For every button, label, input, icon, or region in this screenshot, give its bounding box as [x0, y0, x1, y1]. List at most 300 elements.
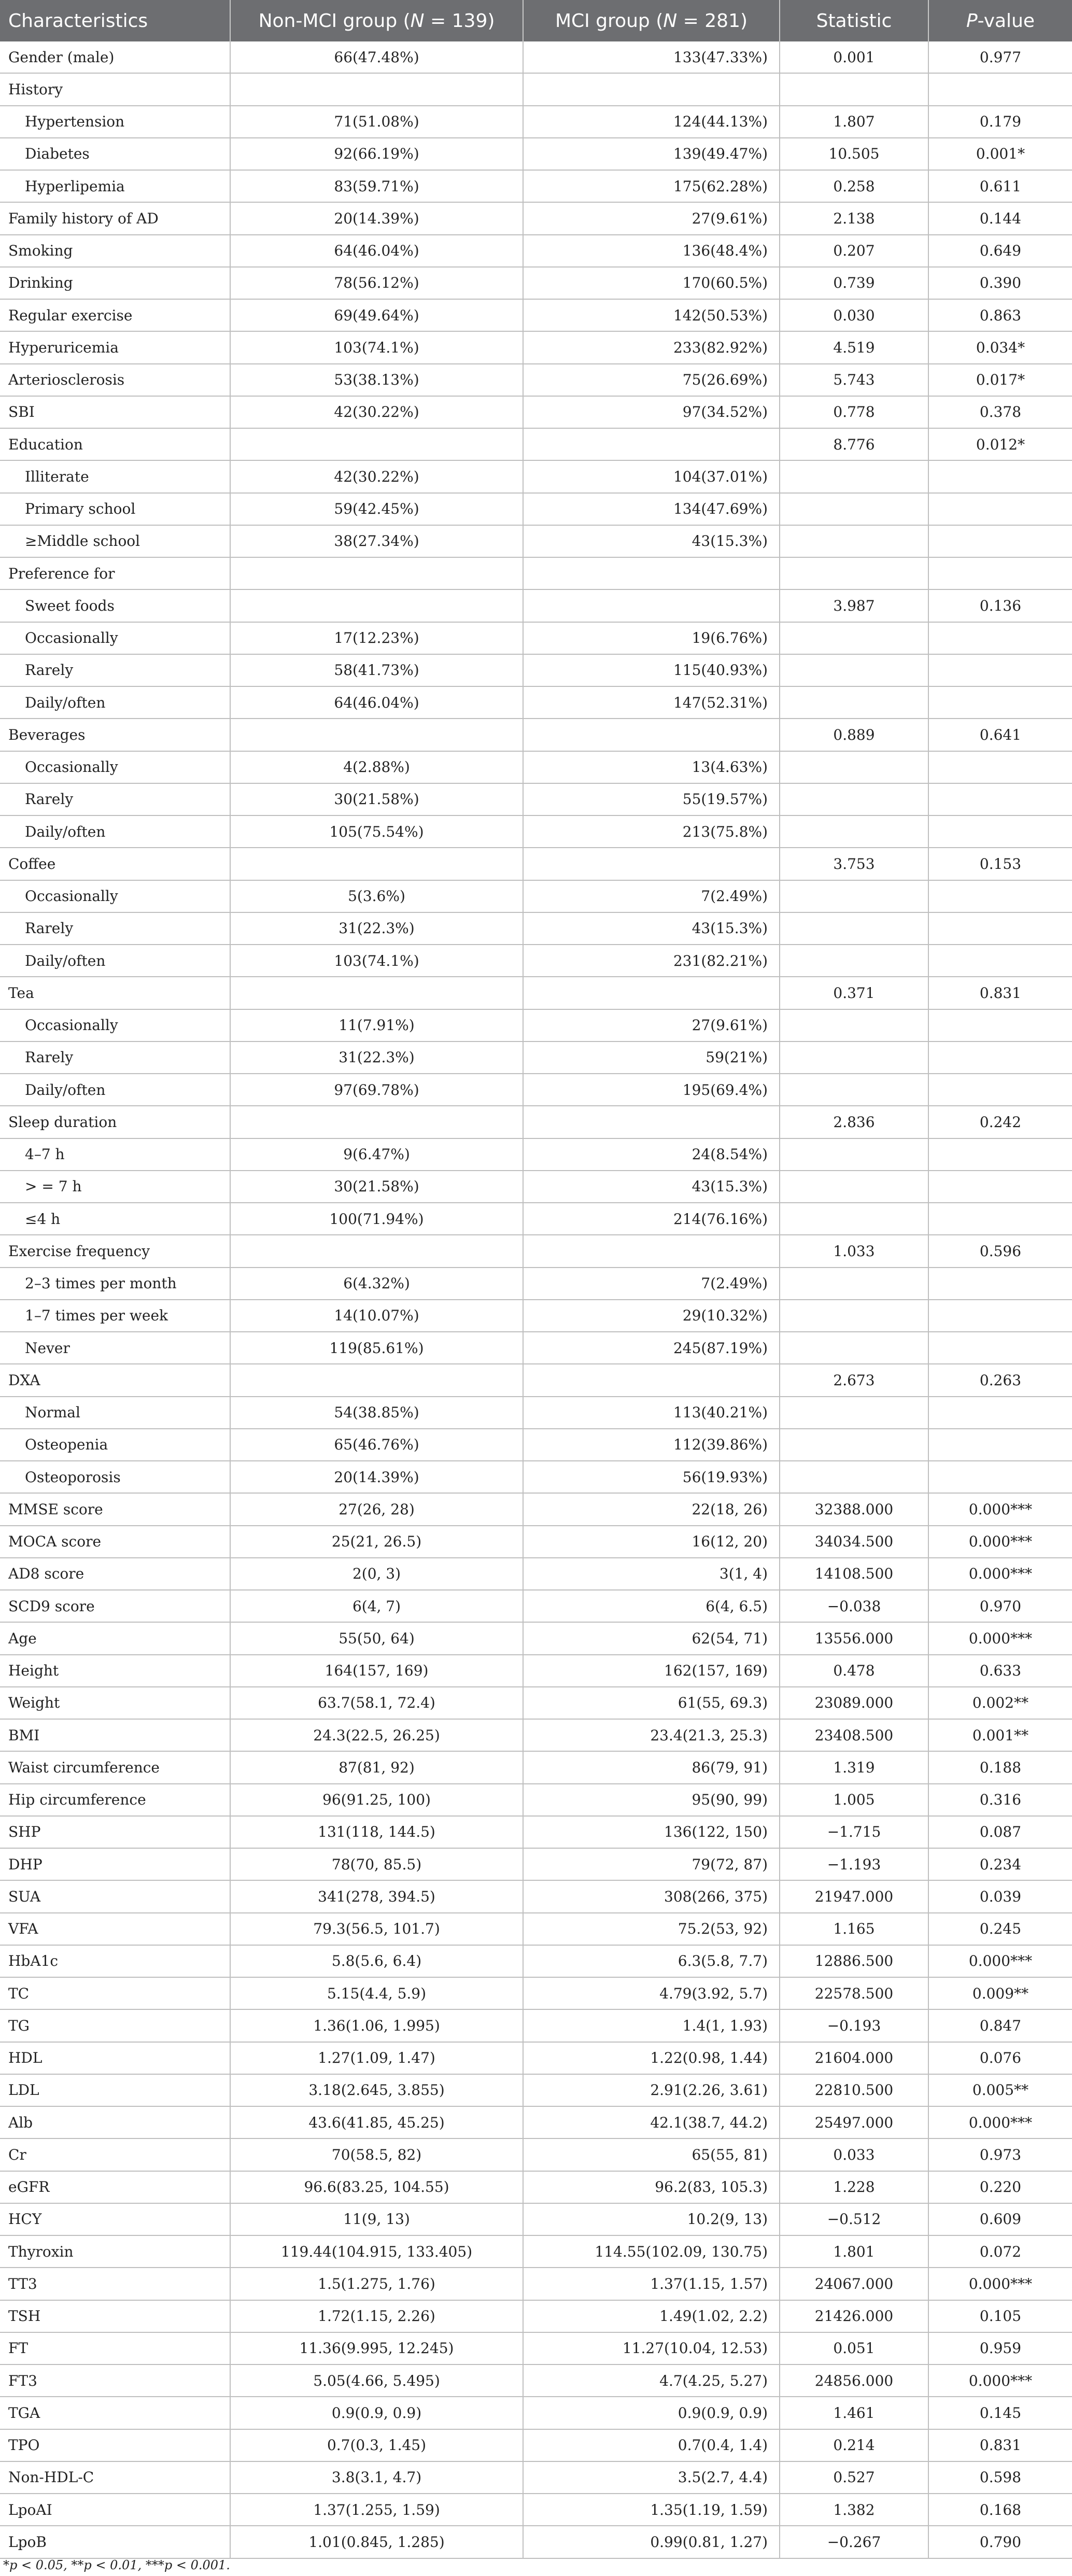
table-row — [0, 977, 1072, 1009]
non-mci-value: 30(21.58%) — [230, 1171, 523, 1203]
table-row — [0, 1203, 1072, 1235]
statistic-value: 8.776 — [780, 428, 928, 460]
row-label: Tea — [0, 977, 230, 1009]
mci-value: 6(4, 6.5) — [523, 1590, 780, 1622]
statistic-value: −1.193 — [780, 1848, 928, 1880]
p-value: 0.263 — [928, 1364, 1072, 1396]
p-value: 0.378 — [928, 396, 1072, 428]
row-label: Diabetes — [0, 138, 230, 170]
mci-value: 1.37(1.15, 1.57) — [523, 2268, 780, 2300]
row-label: Occasionally — [0, 1009, 230, 1041]
row-label: LpoB — [0, 2526, 230, 2558]
row-label: HbA1c — [0, 1945, 230, 1977]
non-mci-value — [230, 73, 523, 105]
non-mci-value: 24.3(22.5, 26.25) — [230, 1719, 523, 1751]
table-row — [0, 1364, 1072, 1396]
table-row — [0, 2042, 1072, 2074]
statistic-value — [780, 751, 928, 783]
non-mci-value: 78(70, 85.5) — [230, 1848, 523, 1880]
p-value: 0.000*** — [928, 2268, 1072, 2300]
p-value: 0.220 — [928, 2171, 1072, 2203]
table-row — [0, 1461, 1072, 1493]
mci-value: 133(47.33%) — [523, 41, 780, 73]
table-row — [0, 654, 1072, 686]
row-label: LpoAI — [0, 2494, 230, 2526]
non-mci-value: 30(21.58%) — [230, 783, 523, 815]
mci-value: 308(266, 375) — [523, 1880, 780, 1912]
table-row — [0, 2429, 1072, 2461]
p-value: 0.001** — [928, 1719, 1072, 1751]
row-label: SUA — [0, 1880, 230, 1912]
mci-value: 3(1, 4) — [523, 1558, 780, 1590]
mci-value: 112(39.86%) — [523, 1429, 780, 1461]
table-row — [0, 1784, 1072, 1816]
p-value — [928, 880, 1072, 912]
row-label: Rarely — [0, 654, 230, 686]
table-row — [0, 1041, 1072, 1074]
p-value: 0.012* — [928, 428, 1072, 460]
table-row — [0, 815, 1072, 848]
mci-value: 115(40.93%) — [523, 654, 780, 686]
statistic-value: 12886.500 — [780, 1945, 928, 1977]
statistic-value: 34034.500 — [780, 1526, 928, 1558]
row-label: Beverages — [0, 719, 230, 751]
row-label: Exercise frequency — [0, 1235, 230, 1267]
row-label: Cr — [0, 2138, 230, 2171]
non-mci-value: 9(6.47%) — [230, 1138, 523, 1171]
statistic-value — [780, 1429, 928, 1461]
p-value: 0.017* — [928, 364, 1072, 396]
mci-value: 114.55(102.09, 130.75) — [523, 2235, 780, 2268]
non-mci-value: 64(46.04%) — [230, 686, 523, 719]
non-mci-value: 54(38.85%) — [230, 1397, 523, 1429]
non-mci-value: 5.05(4.66, 5.495) — [230, 2364, 523, 2397]
statistic-value: 0.889 — [780, 719, 928, 751]
statistic-value: 1.382 — [780, 2494, 928, 2526]
non-mci-value: 2(0, 3) — [230, 1558, 523, 1590]
non-mci-value: 0.9(0.9, 0.9) — [230, 2397, 523, 2429]
table-row — [0, 1558, 1072, 1590]
table-row — [0, 2364, 1072, 2397]
p-value: 0.316 — [928, 1784, 1072, 1816]
table-row — [0, 1397, 1072, 1429]
non-mci-value: 17(12.23%) — [230, 622, 523, 654]
p-value: 0.076 — [928, 2042, 1072, 2074]
statistic-value: 5.743 — [780, 364, 928, 396]
p-value: 0.831 — [928, 977, 1072, 1009]
statistic-value: 3.987 — [780, 589, 928, 622]
non-mci-value — [230, 1106, 523, 1138]
row-label: ≤4 h — [0, 1203, 230, 1235]
mci-value: 95(90, 99) — [523, 1784, 780, 1816]
table-row — [0, 138, 1072, 170]
row-label: Daily/often — [0, 815, 230, 848]
p-value: 0.000*** — [928, 1622, 1072, 1654]
statistic-value: 0.778 — [780, 396, 928, 428]
table-row — [0, 2106, 1072, 2138]
row-label: Occasionally — [0, 622, 230, 654]
row-label: HDL — [0, 2042, 230, 2074]
table-row — [0, 1977, 1072, 2009]
non-mci-value: 5.8(5.6, 6.4) — [230, 1945, 523, 1977]
p-value: 0.596 — [928, 1235, 1072, 1267]
row-label: TSH — [0, 2300, 230, 2332]
table-row — [0, 1945, 1072, 1977]
non-mci-value: 27(26, 28) — [230, 1493, 523, 1525]
mci-value: 233(82.92%) — [523, 331, 780, 363]
statistic-value: −0.267 — [780, 2526, 928, 2558]
statistic-value: 0.371 — [780, 977, 928, 1009]
p-value — [928, 1429, 1072, 1461]
table-row — [0, 460, 1072, 492]
table-row — [0, 493, 1072, 525]
row-label: Alb — [0, 2106, 230, 2138]
p-value: 0.001* — [928, 138, 1072, 170]
statistic-value: −0.512 — [780, 2203, 928, 2235]
table-row — [0, 1816, 1072, 1848]
row-label: HCY — [0, 2203, 230, 2235]
row-label: MMSE score — [0, 1493, 230, 1525]
table-row — [0, 1848, 1072, 1880]
statistic-value: 1.033 — [780, 1235, 928, 1267]
row-label: BMI — [0, 1719, 230, 1751]
non-mci-value: 38(27.34%) — [230, 525, 523, 557]
p-value: 0.153 — [928, 848, 1072, 880]
table-row — [0, 2461, 1072, 2494]
non-mci-value: 4(2.88%) — [230, 751, 523, 783]
statistic-value: 1.005 — [780, 1784, 928, 1816]
row-label: LDL — [0, 2074, 230, 2106]
table-row — [0, 2203, 1072, 2235]
row-label: Osteoporosis — [0, 1461, 230, 1493]
non-mci-value: 58(41.73%) — [230, 654, 523, 686]
statistic-value — [780, 493, 928, 525]
p-value: 0.245 — [928, 1913, 1072, 1945]
header-statistic: Statistic — [780, 0, 928, 41]
p-value: 0.973 — [928, 2138, 1072, 2171]
row-label: Occasionally — [0, 751, 230, 783]
mci-value: 134(47.69%) — [523, 493, 780, 525]
row-label: Daily/often — [0, 945, 230, 977]
non-mci-value: 20(14.39%) — [230, 202, 523, 234]
p-value: 0.390 — [928, 267, 1072, 299]
statistic-value — [780, 73, 928, 105]
non-mci-value: 79.3(56.5, 101.7) — [230, 1913, 523, 1945]
table-row — [0, 1268, 1072, 1300]
p-value: 0.144 — [928, 202, 1072, 234]
row-label: Daily/often — [0, 1074, 230, 1106]
p-value — [928, 783, 1072, 815]
non-mci-value: 1.72(1.15, 2.26) — [230, 2300, 523, 2332]
table-row — [0, 2235, 1072, 2268]
non-mci-value — [230, 428, 523, 460]
p-value: 0.000*** — [928, 1493, 1072, 1525]
row-label: 4–7 h — [0, 1138, 230, 1171]
mci-value: 4.79(3.92, 5.7) — [523, 1977, 780, 2009]
statistic-value — [780, 1009, 928, 1041]
row-label: DXA — [0, 1364, 230, 1396]
statistic-value: −0.193 — [780, 2009, 928, 2042]
statistic-value: −0.038 — [780, 1590, 928, 1622]
non-mci-value — [230, 589, 523, 622]
table-row — [0, 1171, 1072, 1203]
row-label: Rarely — [0, 783, 230, 815]
non-mci-value: 11(9, 13) — [230, 2203, 523, 2235]
row-label: VFA — [0, 1913, 230, 1945]
non-mci-value: 100(71.94%) — [230, 1203, 523, 1235]
mci-value: 24(8.54%) — [523, 1138, 780, 1171]
statistic-value — [780, 1203, 928, 1235]
mci-value: 6.3(5.8, 7.7) — [523, 1945, 780, 1977]
non-mci-value: 42(30.22%) — [230, 396, 523, 428]
statistic-value: 1.319 — [780, 1751, 928, 1783]
mci-value — [523, 557, 780, 589]
statistic-value — [780, 945, 928, 977]
statistic-value: 0.033 — [780, 2138, 928, 2171]
row-label: Height — [0, 1655, 230, 1687]
p-value — [928, 557, 1072, 589]
table-row — [0, 1751, 1072, 1783]
row-label: Coffee — [0, 848, 230, 880]
table-row — [0, 2300, 1072, 2332]
table-row — [0, 2332, 1072, 2364]
table-row — [0, 2074, 1072, 2106]
p-value: 0.609 — [928, 2203, 1072, 2235]
statistic-value: 3.753 — [780, 848, 928, 880]
table-footnote: *p < 0.05, **p < 0.01, ***p < 0.001. — [3, 2558, 230, 2572]
non-mci-value: 42(30.22%) — [230, 460, 523, 492]
row-label: ≥Middle school — [0, 525, 230, 557]
mci-value: 10.2(9, 13) — [523, 2203, 780, 2235]
mci-value: 1.35(1.19, 1.59) — [523, 2494, 780, 2526]
p-value — [928, 460, 1072, 492]
mci-value: 65(55, 81) — [523, 2138, 780, 2171]
mci-value — [523, 73, 780, 105]
p-value: 0.959 — [928, 2332, 1072, 2364]
table-row — [0, 751, 1072, 783]
p-value: 0.039 — [928, 1880, 1072, 1912]
non-mci-value: 78(56.12%) — [230, 267, 523, 299]
p-value: 0.790 — [928, 2526, 1072, 2558]
p-value: 0.072 — [928, 2235, 1072, 2268]
statistic-value — [780, 525, 928, 557]
p-value: 0.145 — [928, 2397, 1072, 2429]
table-row — [0, 880, 1072, 912]
mci-value: 0.99(0.81, 1.27) — [523, 2526, 780, 2558]
table-row — [0, 235, 1072, 267]
row-label: 2–3 times per month — [0, 1268, 230, 1300]
p-value: 0.105 — [928, 2300, 1072, 2332]
table-row — [0, 686, 1072, 719]
non-mci-value: 25(21, 26.5) — [230, 1526, 523, 1558]
non-mci-value: 31(22.3%) — [230, 912, 523, 945]
table-row — [0, 2494, 1072, 2526]
mci-value: 13(4.63%) — [523, 751, 780, 783]
p-value — [928, 815, 1072, 848]
table-row — [0, 202, 1072, 234]
table-row — [0, 2268, 1072, 2300]
header-p-value: P-value — [928, 0, 1072, 41]
row-label: TC — [0, 1977, 230, 2009]
mci-value: 43(15.3%) — [523, 525, 780, 557]
p-value: 0.831 — [928, 2429, 1072, 2461]
mci-value: 55(19.57%) — [523, 783, 780, 815]
statistic-value: 21604.000 — [780, 2042, 928, 2074]
row-label: Weight — [0, 1687, 230, 1719]
row-label: DHP — [0, 1848, 230, 1880]
p-value: 0.847 — [928, 2009, 1072, 2042]
p-value: 0.009** — [928, 1977, 1072, 2009]
p-value — [928, 1397, 1072, 1429]
non-mci-value: 3.8(3.1, 4.7) — [230, 2461, 523, 2494]
mci-value — [523, 589, 780, 622]
non-mci-value — [230, 977, 523, 1009]
mci-value: 147(52.31%) — [523, 686, 780, 719]
non-mci-value: 103(74.1%) — [230, 331, 523, 363]
statistic-value: 22810.500 — [780, 2074, 928, 2106]
non-mci-value: 0.7(0.3, 1.45) — [230, 2429, 523, 2461]
p-value: 0.005** — [928, 2074, 1072, 2106]
p-value — [928, 654, 1072, 686]
statistic-value — [780, 1397, 928, 1429]
table-row — [0, 719, 1072, 751]
statistic-value: 2.836 — [780, 1106, 928, 1138]
non-mci-value: 70(58.5, 82) — [230, 2138, 523, 2171]
p-value — [928, 1203, 1072, 1235]
mci-value: 245(87.19%) — [523, 1332, 780, 1364]
mci-value: 2.91(2.26, 3.61) — [523, 2074, 780, 2106]
p-value: 0.977 — [928, 41, 1072, 73]
mci-value: 162(157, 169) — [523, 1655, 780, 1687]
table-row — [0, 41, 1072, 73]
non-mci-value — [230, 848, 523, 880]
row-label: Education — [0, 428, 230, 460]
statistic-value: 1.807 — [780, 106, 928, 138]
statistic-value — [780, 815, 928, 848]
non-mci-value: 6(4, 7) — [230, 1590, 523, 1622]
row-label: SHP — [0, 1816, 230, 1848]
non-mci-value: 65(46.76%) — [230, 1429, 523, 1461]
row-label: Non-HDL-C — [0, 2461, 230, 2494]
row-label: Hip circumference — [0, 1784, 230, 1816]
mci-value: 124(44.13%) — [523, 106, 780, 138]
table-row — [0, 1235, 1072, 1267]
table-row — [0, 1622, 1072, 1654]
non-mci-value: 3.18(2.645, 3.855) — [230, 2074, 523, 2106]
table-row — [0, 1106, 1072, 1138]
table-row — [0, 331, 1072, 363]
p-value — [928, 1074, 1072, 1106]
mci-value: 1.22(0.98, 1.44) — [523, 2042, 780, 2074]
table-body — [0, 41, 1072, 2558]
row-label: AD8 score — [0, 1558, 230, 1590]
row-label: eGFR — [0, 2171, 230, 2203]
non-mci-value: 5(3.6%) — [230, 880, 523, 912]
statistic-value: 1.801 — [780, 2235, 928, 2268]
p-value — [928, 945, 1072, 977]
non-mci-value: 11(7.91%) — [230, 1009, 523, 1041]
non-mci-value: 105(75.54%) — [230, 815, 523, 848]
p-value: 0.188 — [928, 1751, 1072, 1783]
row-label: > = 7 h — [0, 1171, 230, 1203]
non-mci-value — [230, 557, 523, 589]
p-value — [928, 525, 1072, 557]
row-label: TG — [0, 2009, 230, 2042]
row-label: Primary school — [0, 493, 230, 525]
non-mci-value: 59(42.45%) — [230, 493, 523, 525]
table-header-row — [0, 0, 1072, 41]
mci-value — [523, 719, 780, 751]
statistic-value — [780, 880, 928, 912]
row-label: FT — [0, 2332, 230, 2364]
statistic-value — [780, 1332, 928, 1364]
mci-value: 97(34.52%) — [523, 396, 780, 428]
statistic-value — [780, 912, 928, 945]
mci-value: 104(37.01%) — [523, 460, 780, 492]
non-mci-value: 92(66.19%) — [230, 138, 523, 170]
non-mci-value: 71(51.08%) — [230, 106, 523, 138]
mci-value: 175(62.28%) — [523, 170, 780, 202]
row-label: Daily/often — [0, 686, 230, 719]
table-row — [0, 2009, 1072, 2042]
table-row — [0, 1526, 1072, 1558]
mci-value: 59(21%) — [523, 1041, 780, 1074]
non-mci-value: 1.36(1.06, 1.995) — [230, 2009, 523, 2042]
mci-value: 62(54, 71) — [523, 1622, 780, 1654]
mci-value: 11.27(10.04, 12.53) — [523, 2332, 780, 2364]
table-row — [0, 1719, 1072, 1751]
p-value — [928, 751, 1072, 783]
non-mci-value: 66(47.48%) — [230, 41, 523, 73]
row-label: Regular exercise — [0, 299, 230, 331]
table-row — [0, 106, 1072, 138]
statistic-value: 24856.000 — [780, 2364, 928, 2397]
table-row — [0, 783, 1072, 815]
mci-value: 96.2(83, 105.3) — [523, 2171, 780, 2203]
p-value — [928, 1138, 1072, 1171]
mci-value: 170(60.5%) — [523, 267, 780, 299]
mci-value — [523, 1364, 780, 1396]
row-label: Osteopenia — [0, 1429, 230, 1461]
statistic-value: 14108.500 — [780, 1558, 928, 1590]
mci-value: 214(76.16%) — [523, 1203, 780, 1235]
non-mci-value: 43.6(41.85, 45.25) — [230, 2106, 523, 2138]
row-label: Hyperuricemia — [0, 331, 230, 363]
non-mci-value: 11.36(9.995, 12.245) — [230, 2332, 523, 2364]
row-label: Occasionally — [0, 880, 230, 912]
statistic-value: 0.739 — [780, 267, 928, 299]
non-mci-value: 31(22.3%) — [230, 1041, 523, 1074]
statistic-value: 32388.000 — [780, 1493, 928, 1525]
non-mci-value: 131(118, 144.5) — [230, 1816, 523, 1848]
mci-value — [523, 1235, 780, 1267]
non-mci-value: 96(91.25, 100) — [230, 1784, 523, 1816]
statistic-value: 22578.500 — [780, 1977, 928, 2009]
non-mci-value: 6(4.32%) — [230, 1268, 523, 1300]
statistic-value: 1.165 — [780, 1913, 928, 1945]
mci-value: 27(9.61%) — [523, 202, 780, 234]
statistic-value — [780, 1041, 928, 1074]
mci-value: 142(50.53%) — [523, 299, 780, 331]
non-mci-value: 341(278, 394.5) — [230, 1880, 523, 1912]
non-mci-value: 64(46.04%) — [230, 235, 523, 267]
statistic-value — [780, 1300, 928, 1332]
mci-value: 1.49(1.02, 2.2) — [523, 2300, 780, 2332]
mci-value — [523, 977, 780, 1009]
mci-value: 113(40.21%) — [523, 1397, 780, 1429]
table-row — [0, 2171, 1072, 2203]
p-value: 0.168 — [928, 2494, 1072, 2526]
